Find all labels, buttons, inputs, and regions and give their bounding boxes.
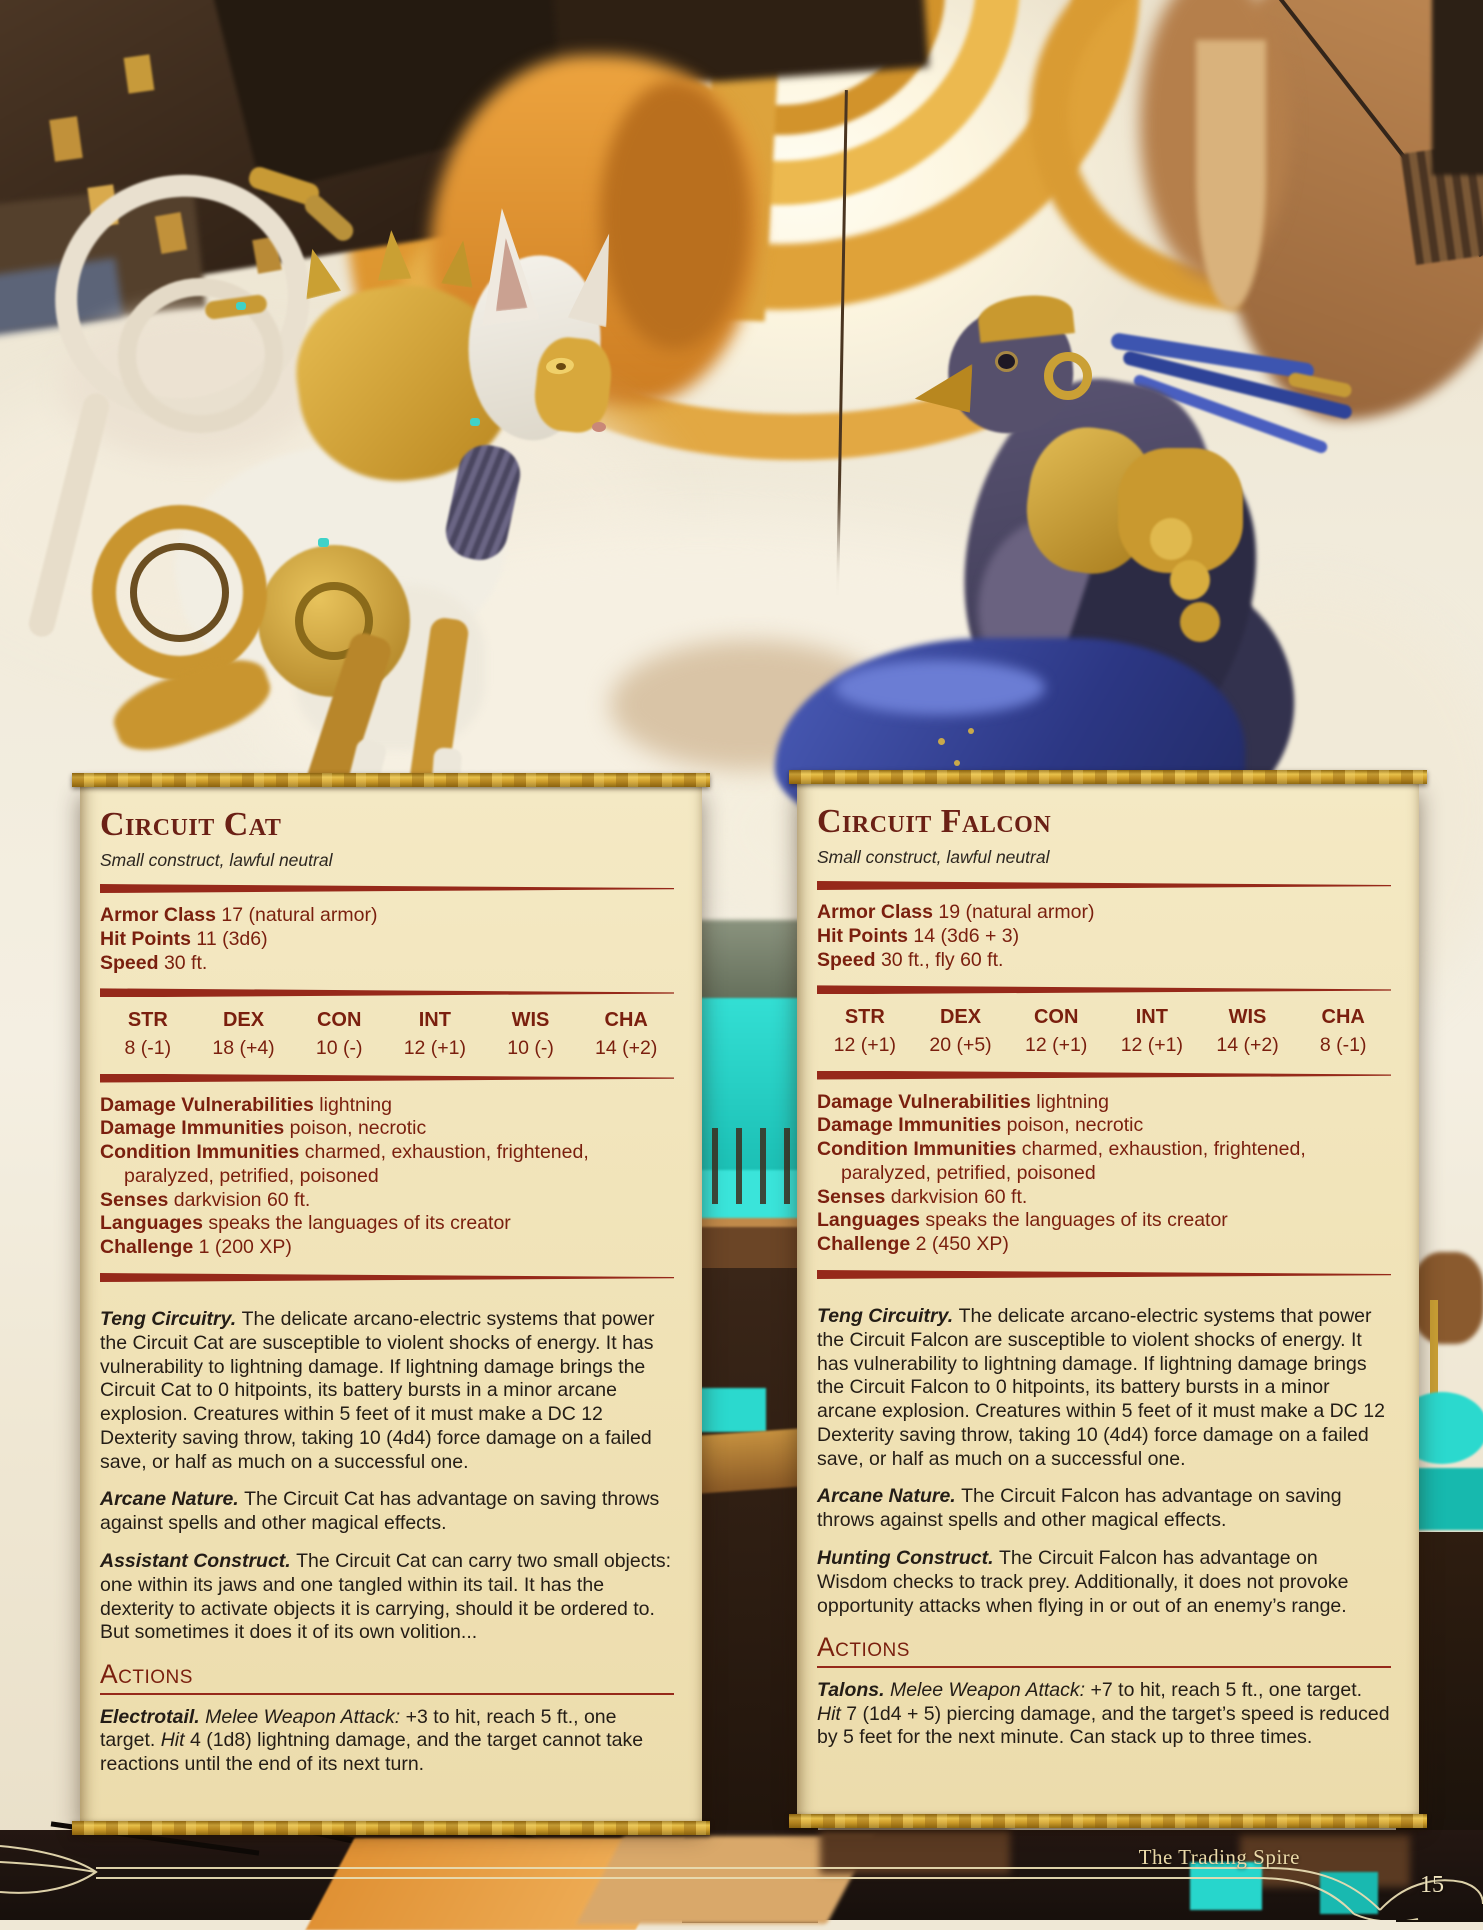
languages-line: Languages speaks the languages of its creator [817, 1209, 1228, 1232]
condition-immunities-line: Condition Immunities charmed, exhaustion, frightened, paralyzed, petrified, poisoned [100, 1141, 589, 1187]
actions-header: Actions [100, 1659, 674, 1694]
damage-vulnerabilities-line: Damage Vulnerabilities lightning [817, 1090, 1109, 1113]
divider [100, 884, 674, 893]
ability-str: STR 12 (+1) [833, 1006, 896, 1056]
challenge-line: Challenge 1 (200 XP) [100, 1236, 292, 1259]
divider [100, 1273, 674, 1282]
ability-wis: WIS 14 (+2) [1216, 1006, 1279, 1056]
hit-points-line: Hit Points 11 (3d6) [100, 927, 268, 950]
trait-arcane-nature: Arcane Nature. The Circuit Cat has advantage on saving throws against spells and other magical effects. [100, 1488, 660, 1535]
divider [817, 881, 1391, 890]
footer-book-title: The Trading Spire [1138, 1845, 1300, 1869]
damage-vulnerabilities-line: Damage Vulnerabilities lightning [100, 1093, 392, 1116]
footer-flourish [0, 1826, 1483, 1920]
ability-int: INT 12 (+1) [1120, 1006, 1184, 1056]
ability-scores [817, 1005, 1391, 1057]
trait-teng-circuitry: Teng Circuitry. The delicate arcano-electric systems that power the Circuit Cat are susceptible to violent shocks of energy. It has vulnerability to lightning damage. If lightning damage brings the Circuit Cat to 0 hitpoints, its battery bursts in a minor arcane explosion. Creatures within 5 feet of it must make a DC 12 Dexterity saving throw, taking 10 (4d4) force damage on a failed save, or half as much on a successful one. [100, 1308, 655, 1473]
ability-str: STR 8 (-1) [124, 1009, 172, 1059]
damage-immunities-line: Damage Immunities poison, necrotic [100, 1117, 427, 1140]
action-talons: Talons. Melee Weapon Attack: +7 to hit, reach 5 ft., one target. Hit 7 (1d4 + 5) piercing damage, and the target’s speed is reduced by 5 feet for the next minute. Can stack up to three times. [817, 1678, 1390, 1749]
falcon-illustration [820, 260, 1400, 830]
ability-int: INT 12 (+1) [403, 1009, 467, 1059]
creature-subtitle: Small construct, lawful neutral [100, 849, 333, 870]
trait-assistant-construct: Assistant Construct. The Circuit Cat can carry two small objects: one within its jaws and one tangled within its tail. It has the dexterity to activate objects it is carrying, should it be ordered to. But sometimes it does it of its own volition... [100, 1550, 672, 1644]
ability-con: CON 12 (+1) [1025, 1006, 1088, 1056]
ability-con: CON 10 (-) [315, 1009, 363, 1059]
statblock-circuit-cat [80, 773, 702, 1835]
cat-illustration [0, 120, 680, 820]
divider [817, 985, 1391, 994]
trait-teng-circuitry: Teng Circuitry. The delicate arcano-electric systems that power the Circuit Falcon are susceptible to violent shocks of energy. It has vulnerability to lightning damage. If lightning damage brings the Circuit Falcon to 0 hitpoints, its battery bursts in a minor arcane explosion. Creatures within 5 feet of it must make a DC 12 Dexterity saving throw, taking 10 (4d4) force damage on a failed save, or half as much on a successful one. [817, 1305, 1385, 1470]
traits [817, 1305, 1391, 1618]
speed-line: Speed 30 ft. [100, 951, 208, 974]
ability-wis: WIS 10 (-) [507, 1009, 554, 1059]
ability-cha: CHA 14 (+2) [595, 1009, 658, 1059]
creature-title: Circuit Cat [100, 806, 282, 843]
languages-line: Languages speaks the languages of its creator [100, 1212, 511, 1235]
actions-header: Actions [817, 1632, 1391, 1667]
divider [817, 1270, 1391, 1279]
armor-class-line: Armor Class 19 (natural armor) [817, 901, 1095, 924]
creature-title: Circuit Falcon [817, 803, 1052, 840]
ability-cha: CHA 8 (-1) [1319, 1006, 1367, 1056]
condition-immunities-line: Condition Immunities charmed, exhaustion, frightened, paralyzed, petrified, poisoned [817, 1138, 1306, 1184]
action-electrotail: Electrotail. Melee Weapon Attack: +3 to hit, reach 5 ft., one target. Hit 4 (1d8) lightning damage, and the target cannot take reactions until the end of its next turn. [100, 1705, 644, 1776]
senses-line: Senses darkvision 60 ft. [100, 1188, 311, 1211]
ability-scores [100, 1008, 674, 1060]
challenge-line: Challenge 2 (450 XP) [817, 1233, 1009, 1256]
divider [100, 1074, 674, 1083]
ability-dex: DEX 18 (+4) [212, 1009, 275, 1059]
damage-immunities-line: Damage Immunities poison, necrotic [817, 1114, 1144, 1137]
creature-subtitle: Small construct, lawful neutral [817, 846, 1050, 867]
traits [100, 1308, 674, 1645]
armor-class-line: Armor Class 17 (natural armor) [100, 904, 378, 927]
trait-hunting-construct: Hunting Construct. The Circuit Falcon has advantage on Wisdom checks to track prey. Additionally, it does not provoke opportunity attacks when flying in or out of an enemy’s range. [817, 1547, 1349, 1617]
page-number: 15 [1420, 1872, 1444, 1898]
divider [100, 988, 674, 997]
divider [817, 1071, 1391, 1080]
speed-line: Speed 30 ft., fly 60 ft. [817, 948, 1004, 971]
ability-dex: DEX 20 (+5) [929, 1006, 992, 1056]
trait-arcane-nature: Arcane Nature. The Circuit Falcon has advantage on saving throws against spells and other magical effects. [817, 1485, 1342, 1532]
hit-points-line: Hit Points 14 (3d6 + 3) [817, 924, 1020, 947]
senses-line: Senses darkvision 60 ft. [817, 1185, 1028, 1208]
statblock-circuit-falcon [797, 770, 1419, 1828]
